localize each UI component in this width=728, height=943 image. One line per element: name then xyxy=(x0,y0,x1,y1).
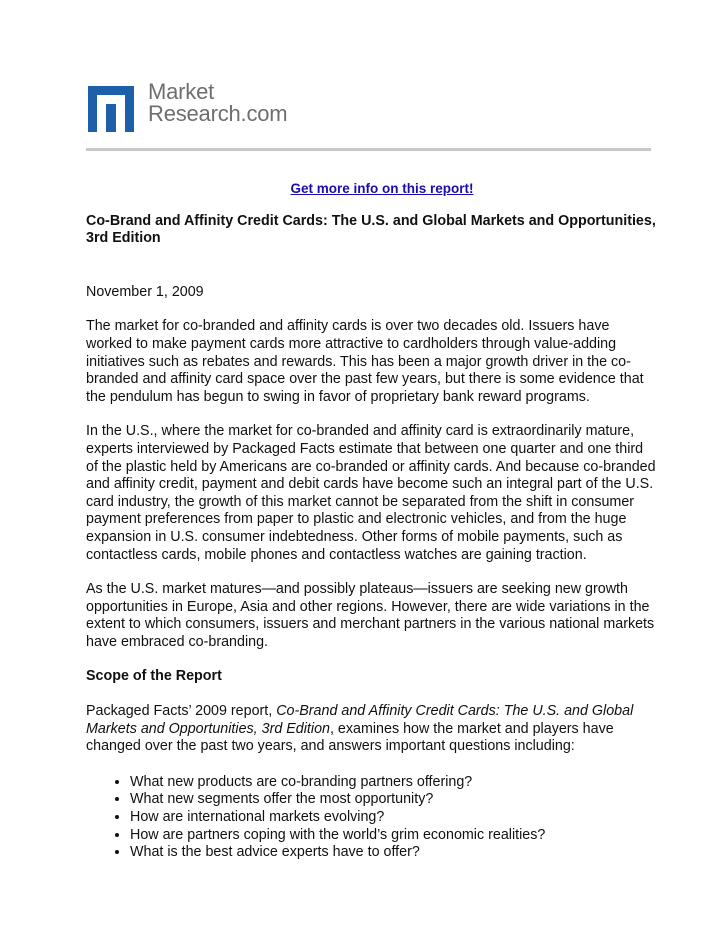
list-item: • What new segments offer the most opportunity? xyxy=(130,791,656,809)
scope-intro-before: Packaged Facts’ 2009 report, xyxy=(86,703,277,720)
list-item: • How are partners coping with the world’s grim economic realities? xyxy=(130,827,656,845)
report-title: Co-Brand and Affinity Credit Cards: The U.S. and Global Markets and Opportunities, 3rd Edition xyxy=(86,212,656,247)
scope-intro-report-name: Co-Brand and Affinity Credit Cards: The U.S. and Global Markets and Opportunities, 3rd Edition xyxy=(86,703,634,737)
scope-heading: Scope of the Report xyxy=(86,668,222,685)
paragraph-1: The market for co-branded and affinity cards is over two decades old. Issuers have worked to make payment cards more attractive to cardholders through value-adding initiatives such as rebates and rewards. This has been a major growth driver in the co-branded and affinity card space over the past few years, but there is some evidence that the pendulum has begun to swing in favor of proprietary bank reward programs. xyxy=(86,318,644,405)
header-divider xyxy=(86,148,651,151)
marketresearch-logo-icon xyxy=(88,78,136,132)
logo-wordmark xyxy=(148,81,287,125)
logo-line-research: Research.com xyxy=(148,101,288,126)
paragraph-3: As the U.S. market matures—and possibly plateaus—issuers are seeking new growth opportunities in Europe, Asia and other regions. However, there are wide variations in the extent to which consumers, issuers and merchant partners in the various national markets have embraced co-branding. xyxy=(86,581,655,650)
scope-intro xyxy=(86,703,656,756)
questions-list xyxy=(86,774,656,862)
paragraph-2: In the U.S., where the market for co-branded and affinity card is extraordinarily mature, experts interviewed by Packaged Facts estimate that between one quarter and one third of the plastic held by Americans are co-branded or affinity cards. And because co-branded and affinity credit, payment and debit cards have become such an integral part of the U.S. card industry, the growth of this market cannot be separated from the shift in consumer payment preferences from paper to plastic and electronic vehicles, and from the huge expansion in U.S. consumer indebtedness. Other forms of mobile payments, such as contactless cards, mobile phones and contactless watches are gaining traction. xyxy=(86,423,656,563)
more-info-cta xyxy=(86,180,656,199)
list-item: • How are international markets evolving? xyxy=(130,809,656,827)
get-more-info-link[interactable]: Get more info on this report! xyxy=(290,181,474,196)
list-item: • What is the best advice experts have to offer? xyxy=(130,844,656,862)
report-date: November 1, 2009 xyxy=(86,283,204,300)
scope-intro-after: , examines how the market and players have changed over the past two years, and answers important questions including: xyxy=(86,720,614,755)
list-item: • What new products are co-branding partners offering? xyxy=(130,774,656,792)
document-body xyxy=(86,180,656,862)
logo-line-market: Market xyxy=(148,79,215,104)
marketresearch-logo xyxy=(88,78,287,132)
